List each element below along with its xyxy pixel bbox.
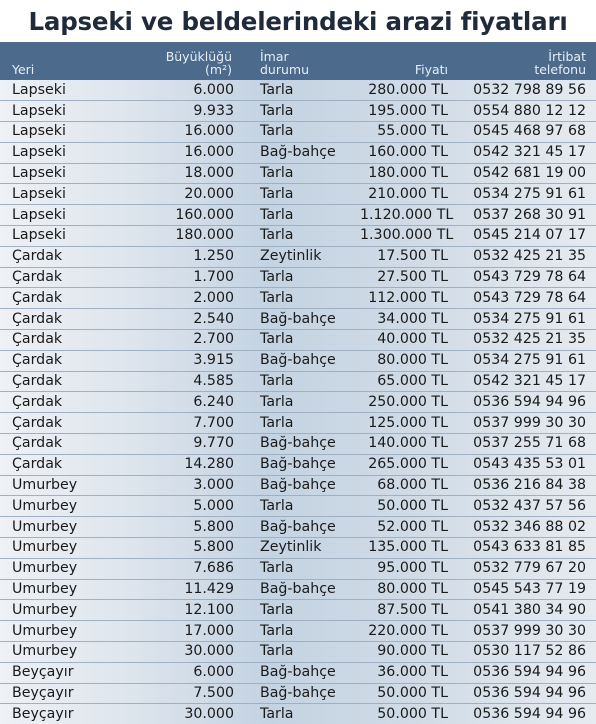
cell-price: 1.120.000 TL: [356, 205, 460, 226]
cell-price: 95.000 TL: [356, 558, 460, 579]
cell-phone: 0530 117 52 86: [460, 642, 596, 663]
cell-zoning: Bağ-bahçe: [256, 517, 356, 538]
cell-location: Umurbey: [0, 600, 150, 621]
cell-phone: 0543 633 81 85: [460, 538, 596, 559]
table-row: [0, 163, 596, 184]
cell-zoning: Tarla: [256, 226, 356, 247]
cell-zoning: Tarla: [256, 621, 356, 642]
page-title: Lapseki ve beldelerindeki arazi fiyatları: [28, 7, 568, 36]
table-row: [0, 621, 596, 642]
cell-phone: 0536 216 84 38: [460, 475, 596, 496]
table-row: [0, 246, 596, 267]
cell-location: Çardak: [0, 392, 150, 413]
cell-zoning: Tarla: [256, 600, 356, 621]
cell-price: 250.000 TL: [356, 392, 460, 413]
cell-location: Çardak: [0, 454, 150, 475]
cell-size: 20.000: [150, 184, 256, 205]
cell-location: Çardak: [0, 413, 150, 434]
table-row: [0, 330, 596, 351]
cell-zoning: Bağ-bahçe: [256, 309, 356, 330]
cell-price: 265.000 TL: [356, 454, 460, 475]
cell-phone: 0532 437 57 56: [460, 496, 596, 517]
cell-price: 50.000 TL: [356, 496, 460, 517]
cell-phone: 0543 729 78 64: [460, 288, 596, 309]
header-size-line2: (m²): [205, 62, 232, 77]
cell-size: 180.000: [150, 226, 256, 247]
cell-phone: 0532 425 21 35: [460, 246, 596, 267]
table-row: [0, 288, 596, 309]
cell-phone: 0532 425 21 35: [460, 330, 596, 351]
table-row: [0, 101, 596, 122]
cell-price: 65.000 TL: [356, 371, 460, 392]
table-row: [0, 371, 596, 392]
cell-price: 50.000 TL: [356, 704, 460, 724]
header-phone-line1: İrtibat: [548, 49, 586, 64]
cell-phone: 0542 321 45 17: [460, 142, 596, 163]
cell-zoning: Tarla: [256, 184, 356, 205]
cell-zoning: Tarla: [256, 205, 356, 226]
header-zoning-line2: durumu: [260, 62, 310, 77]
cell-location: Çardak: [0, 371, 150, 392]
table-row: [0, 475, 596, 496]
cell-price: 36.000 TL: [356, 662, 460, 683]
cell-zoning: Tarla: [256, 267, 356, 288]
cell-zoning: Bağ-bahçe: [256, 579, 356, 600]
cell-phone: 0536 594 94 96: [460, 662, 596, 683]
cell-price: 17.500 TL: [356, 246, 460, 267]
cell-price: 1.300.000 TL: [356, 226, 460, 247]
cell-location: Umurbey: [0, 517, 150, 538]
cell-location: Çardak: [0, 350, 150, 371]
cell-size: 11.429: [150, 579, 256, 600]
cell-phone: 0537 999 30 30: [460, 413, 596, 434]
cell-phone: 0532 346 88 02: [460, 517, 596, 538]
cell-phone: 0537 999 30 30: [460, 621, 596, 642]
cell-location: Umurbey: [0, 475, 150, 496]
table-row: [0, 309, 596, 330]
cell-size: 7.500: [150, 683, 256, 704]
cell-location: Lapseki: [0, 80, 150, 101]
cell-zoning: Tarla: [256, 163, 356, 184]
header-size-line1: Büyüklüğü: [165, 49, 232, 64]
table-row: [0, 538, 596, 559]
cell-price: 125.000 TL: [356, 413, 460, 434]
cell-zoning: Bağ-bahçe: [256, 142, 356, 163]
cell-size: 2.000: [150, 288, 256, 309]
cell-price: 160.000 TL: [356, 142, 460, 163]
cell-size: 16.000: [150, 142, 256, 163]
cell-phone: 0545 214 07 17: [460, 226, 596, 247]
cell-price: 34.000 TL: [356, 309, 460, 330]
cell-zoning: Tarla: [256, 496, 356, 517]
cell-location: Çardak: [0, 246, 150, 267]
cell-phone: 0534 275 91 61: [460, 350, 596, 371]
cell-location: Lapseki: [0, 101, 150, 122]
cell-zoning: Bağ-bahçe: [256, 434, 356, 455]
table-row: [0, 142, 596, 163]
cell-price: 50.000 TL: [356, 683, 460, 704]
land-price-table: [0, 42, 596, 724]
cell-location: Çardak: [0, 309, 150, 330]
cell-zoning: Bağ-bahçe: [256, 683, 356, 704]
cell-location: Lapseki: [0, 122, 150, 143]
cell-size: 9.933: [150, 101, 256, 122]
cell-phone: 0537 255 71 68: [460, 434, 596, 455]
cell-phone: 0542 321 45 17: [460, 371, 596, 392]
cell-zoning: Zeytinlik: [256, 538, 356, 559]
cell-price: 68.000 TL: [356, 475, 460, 496]
cell-zoning: Tarla: [256, 392, 356, 413]
table-header: [0, 42, 596, 80]
cell-location: Beyçayır: [0, 704, 150, 724]
cell-size: 17.000: [150, 621, 256, 642]
cell-zoning: Tarla: [256, 413, 356, 434]
header-zoning-line1: İmar: [260, 49, 289, 64]
cell-location: Lapseki: [0, 205, 150, 226]
cell-location: Çardak: [0, 434, 150, 455]
cell-location: Beyçayır: [0, 662, 150, 683]
cell-size: 6.000: [150, 662, 256, 683]
cell-zoning: Bağ-bahçe: [256, 350, 356, 371]
cell-zoning: Zeytinlik: [256, 246, 356, 267]
cell-phone: 0543 435 53 01: [460, 454, 596, 475]
cell-size: 160.000: [150, 205, 256, 226]
table-row: [0, 683, 596, 704]
header-size: [150, 42, 256, 80]
cell-price: 55.000 TL: [356, 122, 460, 143]
table-row: [0, 226, 596, 247]
header-zoning: [256, 42, 356, 80]
table-row: [0, 80, 596, 101]
cell-price: 280.000 TL: [356, 80, 460, 101]
cell-price: 135.000 TL: [356, 538, 460, 559]
table-row: [0, 122, 596, 143]
cell-phone: 0537 268 30 91: [460, 205, 596, 226]
cell-size: 3.000: [150, 475, 256, 496]
cell-size: 7.700: [150, 413, 256, 434]
cell-phone: 0554 880 12 12: [460, 101, 596, 122]
cell-location: Lapseki: [0, 226, 150, 247]
cell-size: 18.000: [150, 163, 256, 184]
cell-price: 195.000 TL: [356, 101, 460, 122]
cell-size: 12.100: [150, 600, 256, 621]
cell-phone: 0534 275 91 61: [460, 309, 596, 330]
table-row: [0, 642, 596, 663]
cell-location: Çardak: [0, 288, 150, 309]
cell-zoning: Tarla: [256, 558, 356, 579]
cell-phone: 0543 729 78 64: [460, 267, 596, 288]
table-row: [0, 184, 596, 205]
table-row: [0, 267, 596, 288]
cell-price: 80.000 TL: [356, 579, 460, 600]
cell-phone: 0542 681 19 00: [460, 163, 596, 184]
cell-zoning: Tarla: [256, 101, 356, 122]
cell-phone: 0536 594 94 96: [460, 704, 596, 724]
table-row: [0, 704, 596, 724]
table-row: [0, 205, 596, 226]
table-row: [0, 454, 596, 475]
table-row: [0, 517, 596, 538]
cell-location: Umurbey: [0, 621, 150, 642]
cell-zoning: Tarla: [256, 704, 356, 724]
cell-zoning: Tarla: [256, 122, 356, 143]
cell-phone: 0534 275 91 61: [460, 184, 596, 205]
table-row: [0, 434, 596, 455]
cell-phone: 0532 798 89 56: [460, 80, 596, 101]
cell-zoning: Bağ-bahçe: [256, 662, 356, 683]
cell-location: Çardak: [0, 267, 150, 288]
table-row: [0, 579, 596, 600]
cell-zoning: Tarla: [256, 330, 356, 351]
cell-location: Çardak: [0, 330, 150, 351]
cell-zoning: Bağ-bahçe: [256, 475, 356, 496]
table-row: [0, 558, 596, 579]
table-row: [0, 350, 596, 371]
header-location: Yeri: [12, 62, 35, 77]
cell-price: 112.000 TL: [356, 288, 460, 309]
cell-price: 80.000 TL: [356, 350, 460, 371]
cell-price: 52.000 TL: [356, 517, 460, 538]
cell-phone: 0536 594 94 96: [460, 683, 596, 704]
cell-size: 7.686: [150, 558, 256, 579]
cell-location: Umurbey: [0, 496, 150, 517]
header-phone: [460, 42, 596, 80]
cell-zoning: Bağ-bahçe: [256, 454, 356, 475]
cell-price: 220.000 TL: [356, 621, 460, 642]
table-row: [0, 496, 596, 517]
cell-price: 180.000 TL: [356, 163, 460, 184]
cell-location: Umurbey: [0, 538, 150, 559]
price-table-container: [0, 42, 596, 724]
cell-size: 30.000: [150, 704, 256, 724]
table-row: [0, 662, 596, 683]
cell-phone: 0536 594 94 96: [460, 392, 596, 413]
cell-size: 14.280: [150, 454, 256, 475]
cell-size: 1.250: [150, 246, 256, 267]
cell-size: 4.585: [150, 371, 256, 392]
table-row: [0, 392, 596, 413]
header-price: Fiyatı: [414, 62, 448, 77]
cell-size: 5.800: [150, 517, 256, 538]
cell-location: Umurbey: [0, 642, 150, 663]
cell-location: Umurbey: [0, 579, 150, 600]
cell-size: 16.000: [150, 122, 256, 143]
cell-phone: 0532 779 67 20: [460, 558, 596, 579]
cell-location: Beyçayır: [0, 683, 150, 704]
table-row: [0, 600, 596, 621]
cell-phone: 0545 468 97 68: [460, 122, 596, 143]
cell-zoning: Tarla: [256, 80, 356, 101]
cell-phone: 0545 543 77 19: [460, 579, 596, 600]
cell-size: 6.000: [150, 80, 256, 101]
cell-location: Lapseki: [0, 163, 150, 184]
cell-phone: 0541 380 34 90: [460, 600, 596, 621]
header-row: [0, 42, 596, 80]
cell-size: 2.540: [150, 309, 256, 330]
cell-price: 40.000 TL: [356, 330, 460, 351]
cell-price: 140.000 TL: [356, 434, 460, 455]
cell-price: 90.000 TL: [356, 642, 460, 663]
cell-price: 87.500 TL: [356, 600, 460, 621]
cell-size: 5.000: [150, 496, 256, 517]
cell-size: 5.800: [150, 538, 256, 559]
cell-location: Umurbey: [0, 558, 150, 579]
cell-size: 2.700: [150, 330, 256, 351]
cell-size: 3.915: [150, 350, 256, 371]
cell-price: 27.500 TL: [356, 267, 460, 288]
cell-zoning: Tarla: [256, 642, 356, 663]
cell-size: 1.700: [150, 267, 256, 288]
header-phone-line2: telefonu: [534, 62, 586, 77]
cell-zoning: Tarla: [256, 371, 356, 392]
table-body: [0, 80, 596, 724]
cell-location: Lapseki: [0, 142, 150, 163]
cell-price: 210.000 TL: [356, 184, 460, 205]
table-row: [0, 413, 596, 434]
cell-size: 30.000: [150, 642, 256, 663]
cell-size: 9.770: [150, 434, 256, 455]
cell-size: 6.240: [150, 392, 256, 413]
cell-zoning: Tarla: [256, 288, 356, 309]
cell-location: Lapseki: [0, 184, 150, 205]
